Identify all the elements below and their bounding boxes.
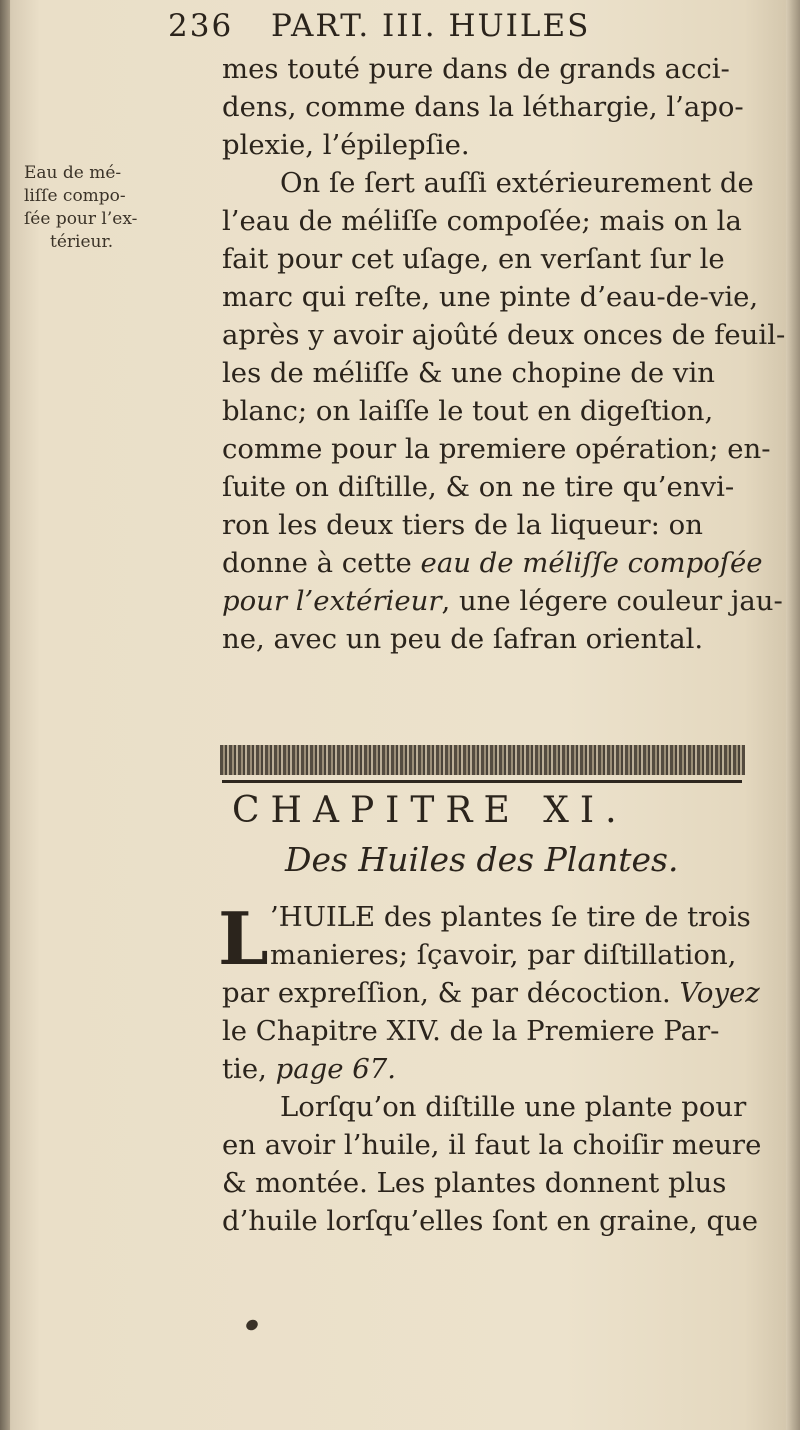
margin-note-line: liſſe compo- [24,186,126,206]
chapter-subtitle: Des Huiles des Plantes. [285,840,679,879]
page-number: 236 [168,8,234,44]
text-fragment: pour l’extérieur [222,585,442,617]
text-line [222,974,782,1012]
text-fragment: , une légere couleur jau- [441,585,783,617]
running-title: PART. III. HUILES [271,8,591,44]
margin-note [24,162,220,254]
margin-note-line: Eau de mé- [24,163,122,183]
text-line: Lorſqu’on diſtille une plante pour [280,1091,747,1123]
running-header [168,8,616,44]
margin-note-line: ſée pour l’ex- [24,209,138,229]
text-line: après y avoir ajoûté deux onces de feuil- [222,319,786,351]
text-line: ſuite on diſtille, & on ne tire qu’envi- [222,471,735,503]
text-line: le Chapitre XIV. de la Premiere Par- [222,1015,720,1047]
page-reference: page 67. [275,1053,396,1085]
text-line [222,582,782,620]
drop-cap: L [218,896,269,981]
text-fragment: par expreſſion, & par décoction. [222,977,671,1009]
text-fragment: tie, [222,1053,267,1085]
text-line: On ſe ſert auſſi extérieurement de [280,167,754,199]
text-line: ne, avec un peu de ſafran oriental. [222,623,704,655]
body-text [222,50,786,658]
text-line: & montée. Les plantes donnent plus [222,1167,727,1199]
margin-note-line: térieur. [50,232,114,252]
text-line: d’huile lorſqu’elles ſont en graine, que [222,1205,759,1237]
page-edge-right [786,0,800,1430]
chapter-title: CHAPITRE XI. [232,790,628,831]
text-line: mes touté pure dans de grands acci- [222,53,730,85]
text-line: blanc; on laiſſe le tout en digeſtion, [222,395,714,427]
text-line: ’HUILE des plantes ſe tire de trois [270,901,751,933]
text-line: l’eau de méliſſe compoſée; mais on la [222,205,742,237]
text-line: plexie, l’épilepſie. [222,129,470,161]
text-line: manieres; ſçavoir, par diſtillation, [270,939,737,971]
text-line: marc qui reſte, une pinte d’eau-de-vie, [222,281,759,313]
text-line: ron les deux tiers de la liqueur: on [222,509,703,541]
text-fragment: donne à cette [222,547,412,579]
ornament-rule [222,780,742,783]
text-line: en avoir l’huile, il faut la choiſir meure [222,1129,762,1161]
page-edge-left [0,0,10,1430]
italic-phrase: eau de méliſſe compoſée [420,547,763,579]
text-line: dens, comme dans la léthargie, l’apo- [222,91,744,123]
text-line: fait pour cet uſage, en verſant ſur le [222,243,725,275]
text-line [222,1050,782,1088]
text-line [222,544,782,582]
text-line: comme pour la premiere opération; en- [222,433,771,465]
text-line: les de méliſſe & une chopine de vin [222,357,715,389]
headpiece-ornament [220,745,745,775]
chapter-text [222,898,782,1240]
italic-voyez: Voyez [679,977,760,1009]
ink-blot [244,1318,259,1333]
